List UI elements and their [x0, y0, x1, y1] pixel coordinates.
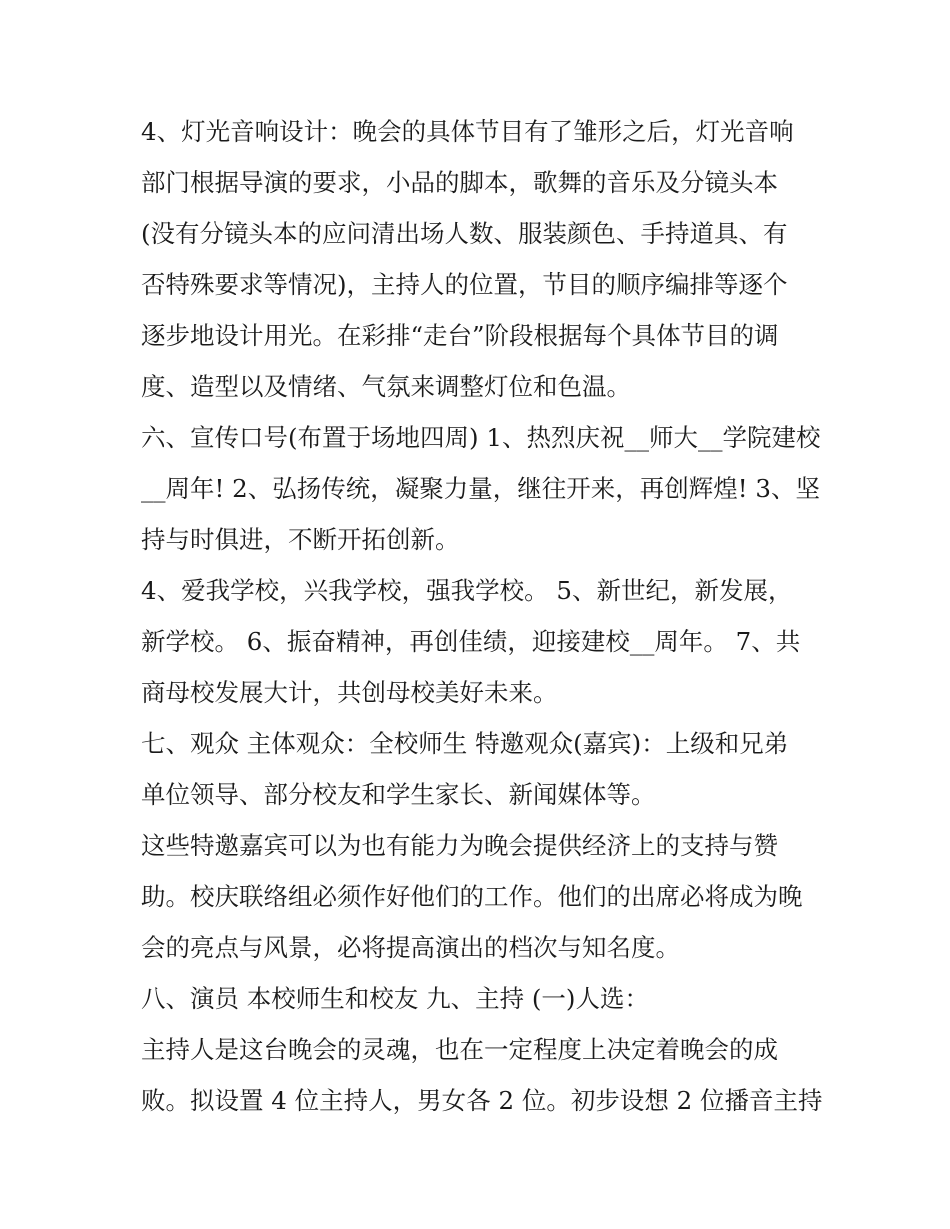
text-line: 会的亮点与风景，必将提高演出的档次与知名度。	[141, 933, 680, 962]
text-line: 商母校发展大计，共创母校美好未来。	[141, 678, 558, 707]
text-line: 逐步地设计用光。在彩排“走台”阶段根据每个具体节目的调	[141, 321, 779, 350]
text-line: __周年! 2、弘扬传统，凝聚力量，继往开来，再创辉煌! 3、坚	[141, 474, 820, 503]
text-line: 六、宣传口号(布置于场地四周) 1、热烈庆祝__师大__学院建校	[141, 423, 821, 452]
body-text	[141, 106, 821, 1126]
text-line: 助。校庆联络组必须作好他们的工作。他们的出席必将成为晚	[141, 882, 803, 911]
text-line: 4、灯光音响设计：晚会的具体节目有了雏形之后，灯光音响	[141, 117, 794, 146]
text-line: 败。拟设置 4 位主持人，男女各 2 位。初步设想 2 位播音主持	[141, 1086, 823, 1115]
text-line: 主持人是这台晚会的灵魂，也在一定程度上决定着晚会的成	[141, 1035, 778, 1064]
text-line: 度、造型以及情绪、气氛来调整灯位和色温。	[141, 372, 631, 401]
text-line: 八、演员 本校师生和校友 九、主持 (一)人选：	[141, 984, 649, 1013]
text-line: 这些特邀嘉宾可以为也有能力为晚会提供经济上的支持与赞	[141, 831, 778, 860]
text-line: (没有分镜头本的应问清出场人数、服装颜色、手持道具、有	[141, 219, 788, 248]
text-line: 否特殊要求等情况)，主持人的位置，节目的顺序编排等逐个	[141, 270, 788, 299]
text-line: 七、观众 主体观众：全校师生 特邀观众(嘉宾)：上级和兄弟	[141, 729, 789, 758]
text-line: 新学校。 6、振奋精神，再创佳绩，迎接建校__周年。 7、共	[141, 627, 801, 656]
text-line: 4、爱我学校，兴我学校，强我学校。 5、新世纪，新发展，	[141, 576, 793, 605]
text-line: 持与时俱进，不断开拓创新。	[141, 525, 460, 554]
text-line: 部门根据导演的要求，小品的脚本，歌舞的音乐及分镜头本	[141, 168, 778, 197]
text-line: 单位领导、部分校友和学生家长、新闻媒体等。	[141, 780, 656, 809]
